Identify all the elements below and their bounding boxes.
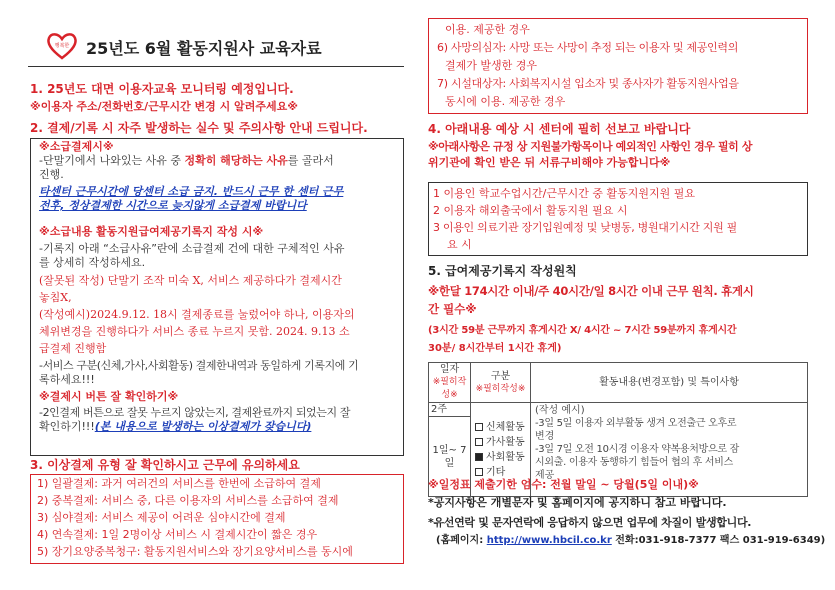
record-title: ※소급내용 활동지원급여제공기록지 작성 시※ <box>39 225 264 238</box>
button-check-line2: 확인하기!!!(본 내용으로 발생하는 이상결제가 잦습니다) <box>39 420 312 433</box>
section-2-box <box>30 138 404 456</box>
record-example1: (작성예시)2024.9.12. 18시 결제종료를 눌렀어야 하나, 이용자의 <box>39 308 355 321</box>
svg-text:행복한: 행복한 <box>54 43 70 49</box>
record-line8: -서비스 구분(신체,가사,사회활동) 결제한내역과 동일하게 기록지에 기 <box>39 359 359 372</box>
section-5-rule2: 간 필수※ <box>428 302 477 316</box>
logo <box>46 32 78 60</box>
abnormal-item: 6) 사망의심자: 사망 또는 사망이 추정 되는 이용자 및 제공인력의 <box>437 41 739 54</box>
section-5-rule1: ※한달 174시간 이내/주 40시간/일 8시간 이내 근무 원칙. 휴게시 <box>428 284 754 298</box>
section-5-rest1: (3시간 59분 근무까지 휴게시간 X/ 4시간 ~ 7시간 59분까지 휴게시간 <box>428 325 737 336</box>
deadline-note: ※일정표 제출기한 엄수: 전월 말일 ~ 당월(5일 이내)※ <box>428 478 699 491</box>
record-wrong-example2: 놓침X, <box>39 291 72 304</box>
abnormal-item: 1) 일괄결제: 과거 여러건의 서비스를 한번에 소급하여 결제 <box>37 477 321 490</box>
page-title: 25년도 6월 활동지원사 교육자료 <box>86 39 322 58</box>
type-option: 가사활동 <box>475 435 526 450</box>
prereport-item-cont: 요 시 <box>447 238 472 251</box>
checkbox-icon <box>475 468 483 476</box>
retro-payment-title: ※소급결제시※ <box>39 140 114 153</box>
type-option: 사회활동 <box>475 450 526 465</box>
cell-week: 2주 <box>429 403 471 417</box>
checkbox-icon <box>475 423 483 431</box>
section-4-heading: 4. 아래내용 예상 시 센터에 필히 선보고 바랍니다 <box>428 122 691 136</box>
button-check-line1: -2인결제 버튼으로 잘못 누르지 않았는지, 결제완료까지 되었는지 잘 <box>39 406 351 419</box>
retro-payment-warning2: 전후, 정상결제한 시간으로 늦지않게 소급결제 바랍니다 <box>39 199 307 212</box>
prereport-item: 3 이용인 의료기관 장기입원예정 및 낮병동, 병원대기시간 지원 필 <box>433 221 737 234</box>
section-3-heading: 3. 이상결제 유형 잘 확인하시고 근무에 유의하세요 <box>30 458 300 472</box>
record-example3: 급결제 진행함 <box>39 342 107 355</box>
notice-2: *유선연락 및 문자연락에 응답하지 않으면 업무에 차질이 발생합니다. <box>428 516 752 529</box>
retro-payment-line1: -단말기에서 나와있는 사유 중 정확히 해당하는 사유를 골라서 <box>39 154 334 167</box>
abnormal-item-cont: 동시에 이용. 제공한 경우 <box>445 95 566 108</box>
cell-date: 1일~ 7일 <box>429 417 471 497</box>
record-line9: 록하세요!!! <box>39 373 95 386</box>
homepage-link[interactable]: http://www.hbcil.co.kr <box>486 535 612 546</box>
type-option: 기타 <box>475 465 526 480</box>
section-1-heading: 1. 25년도 대면 이용자교육 모니터링 예정입니다. <box>30 82 294 96</box>
record-line1: -기록지 아래 “소급사유”란에 소급결제 건에 대한 구체적인 사유 <box>39 242 345 255</box>
heart-icon <box>46 32 78 60</box>
abnormal-item: 7) 시설대상자: 사회복지시설 입소자 및 종사자가 활동지원사업을 <box>437 77 739 90</box>
section-4-note2: 위기관에 확인 받은 뒤 서류구비해야 가능합니다※ <box>428 156 671 169</box>
section-5-heading: 5. 급여제공기록지 작성원칙 <box>428 264 577 278</box>
abnormal-item: 4) 연속결제: 1일 2명이상 서비스 시 결제시간이 짧은 경우 <box>37 528 318 541</box>
section-4-note1: ※아래사항은 규정 상 지원불가항목이나 예외적인 사항인 경우 필히 상 <box>428 140 753 153</box>
record-line2: 를 상세히 작성하세요. <box>39 256 146 269</box>
prereport-item: 2 이용자 해외출국에서 활동지원 필요 시 <box>433 204 628 217</box>
section-4-box <box>428 182 808 256</box>
header-date: 일자 ※필히작성※ <box>429 363 471 403</box>
abnormal-item: 5) 장기요양중복청구: 활동지원서비스와 장기요양서비스를 동시에 <box>37 545 353 558</box>
abnormal-item-cont: 이용. 제공한 경우 <box>445 23 530 36</box>
prereport-item: 1 이용인 학교수업시간/근무시간 중 활동지원지원 필요 <box>433 187 695 200</box>
abnormal-item: 2) 중복결제: 서비스 중, 다른 이용자의 서비스를 소급하여 결제 <box>37 494 339 507</box>
record-wrong-example1: (잘못된 작성) 단말기 조작 미숙 X, 서비스 제공하다가 결제시간 <box>39 274 342 287</box>
checkbox-checked-icon <box>475 453 483 461</box>
button-check-title: ※결제시 버튼 잘 확인하기※ <box>39 390 179 403</box>
contact-info: (홈페이지: http://www.hbcil.co.kr 전화:031-918-7377 팩스 031-919-6349) <box>436 535 826 546</box>
section-3-box <box>30 474 404 564</box>
checkbox-icon <box>475 438 483 446</box>
cell-detail: (작성 예시) -3일 5일 이용자 외부활동 생겨 오전출근 오후로 변경 -3일 7일 오전 10시경 이용자 약복용처방으로 잠 시외출. 이용자 동행하기 힘들어 협의 후 서비스 제공 <box>531 403 808 497</box>
section-5-rest2: 30분/ 8시간부터 1시간 휴게) <box>428 343 562 354</box>
header-detail: 활동내용(변경포함) 및 특이사항 <box>531 363 808 403</box>
abnormal-item: 3) 심야결제: 서비스 제공이 어려운 심야시간에 결제 <box>37 511 286 524</box>
retro-payment-warning1: 타센터 근무시간에 당센터 소급 금지. 반드시 근무 한 센터 근무 <box>39 185 344 198</box>
retro-payment-line2: 진행. <box>39 168 64 181</box>
notice-1: *공지사항은 개별문자 및 홈페이지에 공지하니 참고 바랍니다. <box>428 496 727 509</box>
type-option: 신체활동 <box>475 420 526 435</box>
record-example2: 체위변경을 진행하다가 서비스 종료 누르지 못함. 2024. 9.13 소 <box>39 325 350 338</box>
record-table <box>428 362 808 497</box>
section-2-heading: 2. 결제/기록 시 자주 발생하는 실수 및 주의사항 안내 드립니다. <box>30 121 368 135</box>
header-type: 구분 ※필히작성※ <box>471 363 531 403</box>
title-underline <box>28 66 404 67</box>
abnormal-item-cont: 결제가 발생한 경우 <box>445 59 538 72</box>
section-1-note: ※이용자 주소/전화번호/근무시간 변경 시 알려주세요※ <box>30 100 298 113</box>
section-3-box-continued <box>428 18 808 114</box>
